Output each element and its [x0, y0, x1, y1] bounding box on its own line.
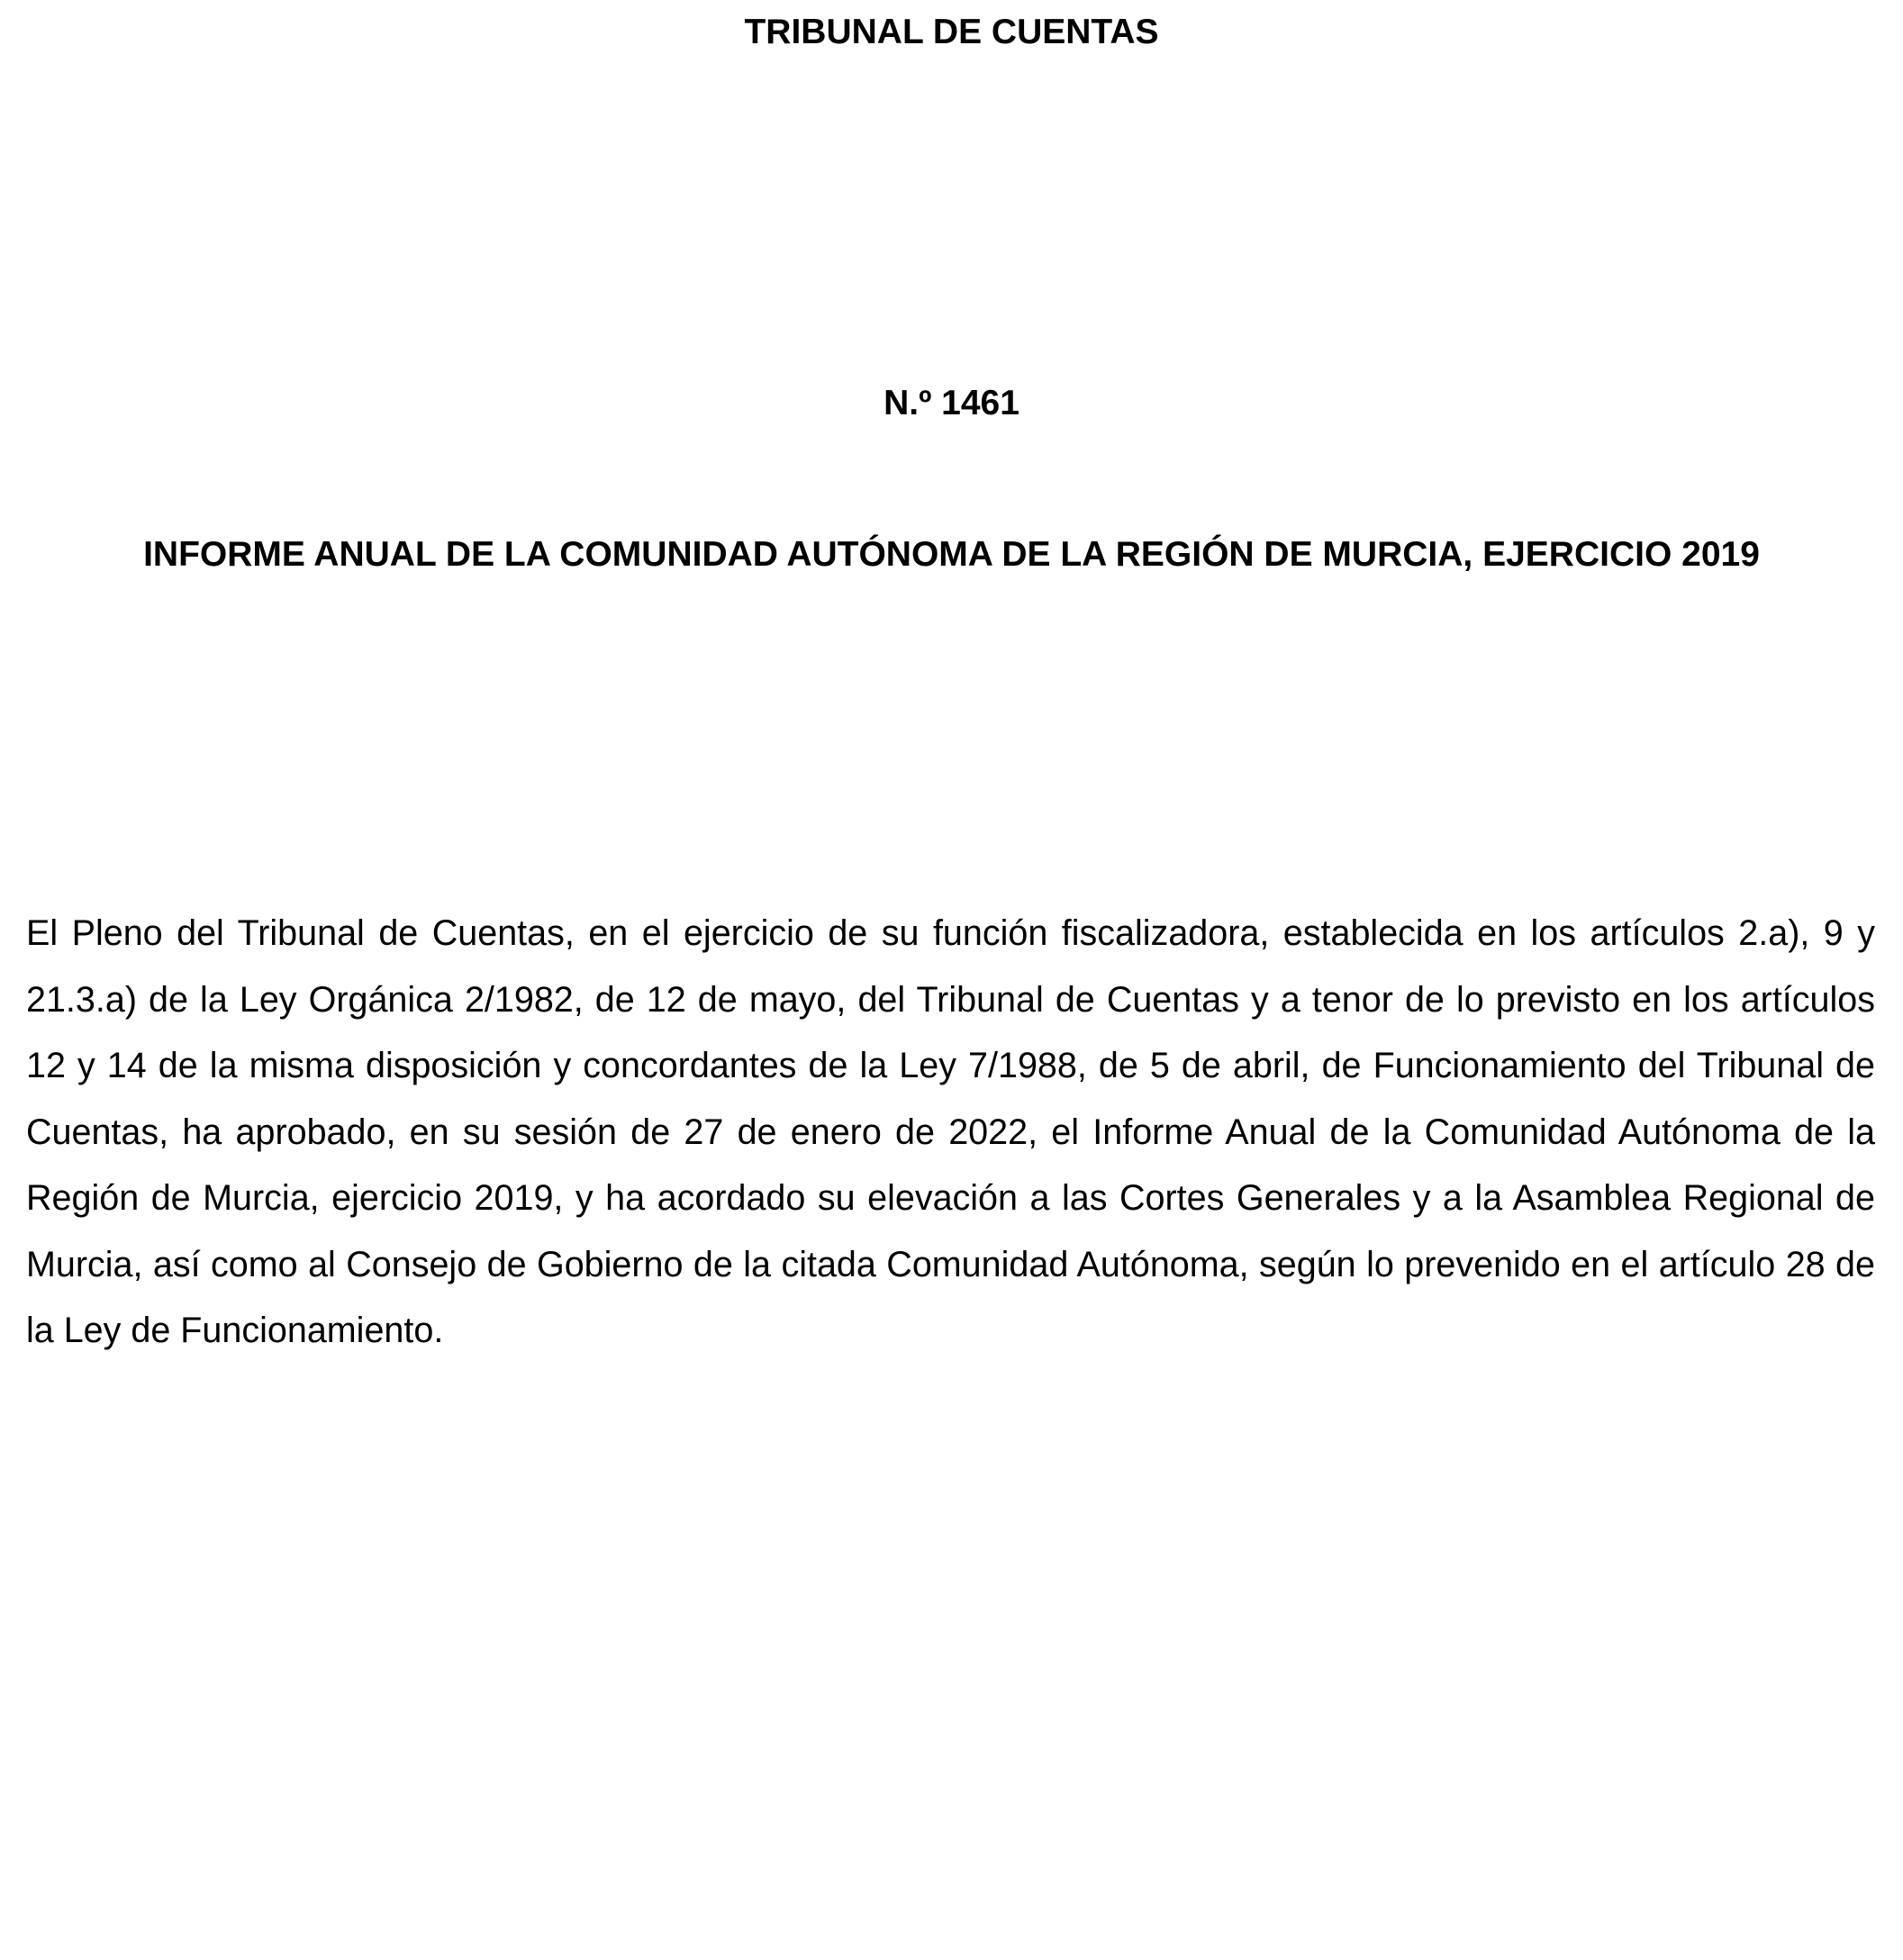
body-paragraph: El Pleno del Tribunal de Cuentas, en el ejercicio de su función fiscalizadora, establecida en los artículos 2.a), 9 y 21.3.a) de la Ley Orgánica 2/1982, de 12 de mayo, del Tribunal de Cuentas y a tenor de lo previsto en los artículos 12 y 14 de la misma disposición y concordantes de la Ley 7/1988, de 5 de abril, de Funcionamiento del Tribunal de Cuentas, ha aprobado, en su sesión de 27 de enero de 2022, el Informe Anual de la Comunidad Autónoma de la Región de Murcia, ejercicio 2019, y ha acordado su elevación a las Cortes Generales y a la Asamblea Regional de Murcia, así como al Consejo de Gobierno de la citada Comunidad Autónoma, según lo prevenido en el artículo 28 de la Ley de Funcionamiento. — [26, 913, 1875, 1350]
document-number: N.º 1461 — [884, 384, 1019, 422]
document-title: INFORME ANUAL DE LA COMUNIDAD AUTÓNOMA DE LA REGIÓN DE MURCIA, EJERCICIO 2019 — [143, 535, 1760, 574]
page-header-institution: TRIBUNAL DE CUENTAS — [744, 13, 1159, 51]
